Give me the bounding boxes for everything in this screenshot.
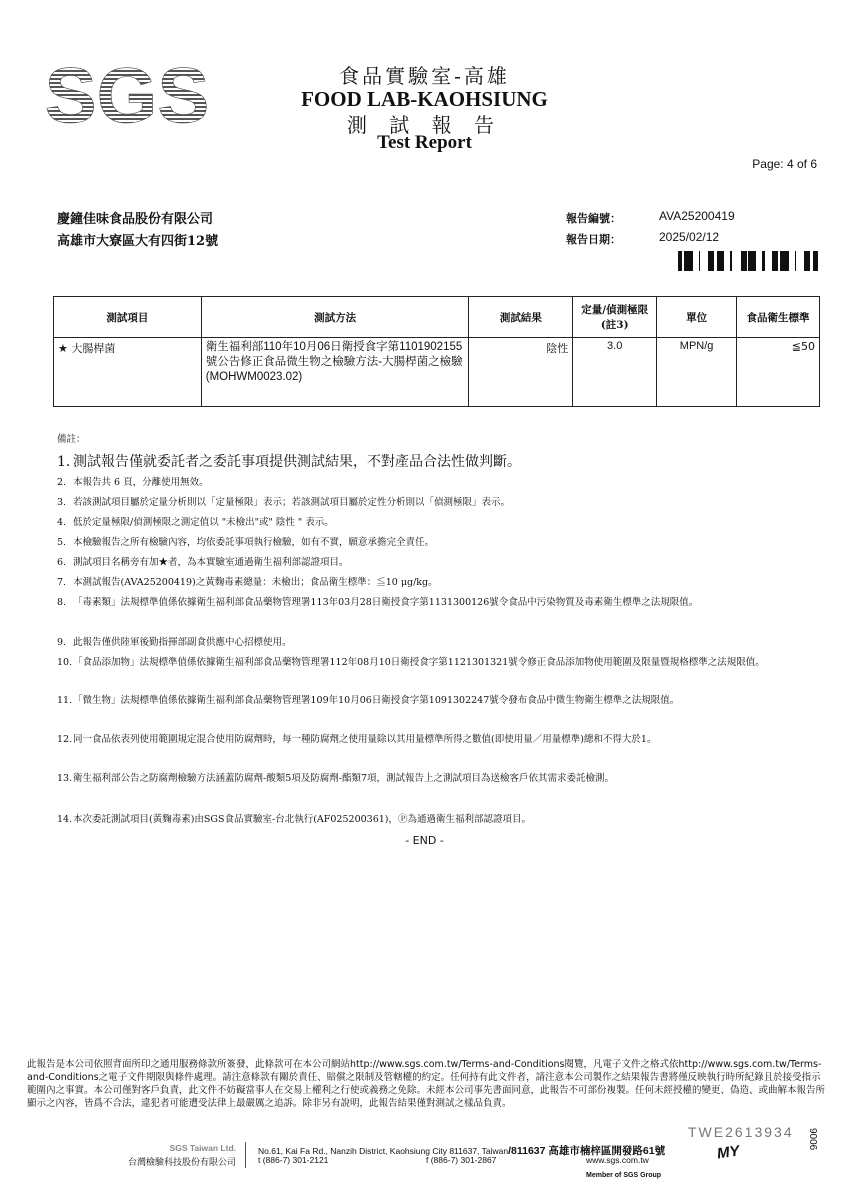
barcode-bar xyxy=(808,251,810,271)
cell-method: 衛生福利部110年10月06日衛授食字第1101902155號公告修正食品微生物之檢驗方法-大腸桿菌之檢驗(MOHWM0023.02) xyxy=(201,338,469,407)
barcode-bar xyxy=(783,251,784,271)
header-unit: 單位 xyxy=(657,297,737,338)
barcode-bar xyxy=(717,251,718,271)
client-address: 高雄市大寮區大有四街12號 xyxy=(57,234,219,249)
footer-fax: f (886-7) 301-2867 xyxy=(426,1155,497,1165)
barcode-bar xyxy=(813,251,814,271)
lab-title-en: FOOD LAB-KAOHSIUNG xyxy=(301,87,548,111)
barcode-bar xyxy=(744,251,747,271)
note-text: 同一食品依表列使用範圍規定混合使用防腐劑時，每一種防腐劑之使用量除以其用量標準所得之數值(即使用量／用量標準)總和不得大於1。 xyxy=(73,734,657,745)
footer-member: Member of SGS Group xyxy=(586,1172,662,1179)
note-number: 13. xyxy=(57,773,73,784)
barcode-bar xyxy=(816,251,818,271)
cell-item: ★ 大腸桿菌 xyxy=(54,338,202,407)
barcode-bar xyxy=(730,251,732,271)
footer-company-zh: 台灣檢驗科技股份有限公司 xyxy=(127,1158,236,1168)
note-number: 10. xyxy=(57,657,73,668)
barcode-bar xyxy=(708,251,711,271)
footer-address-en: No.61, Kai Fa Rd., Nanzih District, Kaohsiung City 811637, Taiwan xyxy=(258,1146,509,1156)
notes-title: 備註： xyxy=(57,434,86,445)
lab-title-zh: 食品實驗室-高雄 xyxy=(339,64,510,88)
barcode-bar xyxy=(814,251,816,271)
note-text: 測試項目名稱旁有加★者，為本實驗室通過衛生福利部認證項目。 xyxy=(73,557,349,568)
footer-website: www.sgs.com.tw xyxy=(586,1155,649,1165)
barcode-bar xyxy=(741,251,742,271)
note-number: 7. xyxy=(57,577,67,588)
note-number: 2. xyxy=(57,477,67,488)
barcode-bar xyxy=(684,251,687,271)
barcode-bar xyxy=(712,251,714,271)
report-date-label: 報告日期： xyxy=(566,233,621,246)
barcode-bar xyxy=(786,251,789,271)
barcode-bar xyxy=(688,251,690,271)
results-table xyxy=(53,296,820,407)
note-text: 「微生物」法規標準值係依據衛生福利部食品藥物管理署109年10月06日衛授食字第1091302247號令發布食品中微生物衛生標準之法規限值。 xyxy=(73,695,680,706)
note-text: 本測試報告(AVA25200419)之黃麴毒素總量：未檢出；食品衛生標準：≦10 μg/kg。 xyxy=(73,577,438,588)
note-number: 5. xyxy=(57,537,67,548)
barcode-bar xyxy=(795,251,796,271)
note-text: 「食品添加物」法規標準值係依據衛生福利部食品藥物管理署112年08月10日衛授食字第1121301321號令修正食品添加物使用範圍及限量暨規格標準之法規限值。 xyxy=(73,657,765,668)
disclaimer-text: 此報告是本公司依照背面所印之通用服務條款所簽發，此條款可在本公司網站http://www.sgs.com.tw/Terms-and-Conditions閱覽，凡電子文件之格式依http://www.sgs.com.tw/Terms-and-Conditions之電子文件期限與條件處理。請注意條款有關於責任、賠償之限制及管轄權的約定。任何持有此文件者，請注意本公司製作之結果報告書將僅反映執行時所紀錄且於接受指示範圍內之事實。本公司僅對客戶負責，此文件不妨礙當事人在交易上權利之行使或義務之免除。未經本公司事先書面同意，此報告不可部份複製。任何未經授權的變更、偽造、或曲解本報告所顯示之內容，皆爲不合法，違犯者可能遭受法律上最嚴厲之追訴。除非另有說明，此報告結果僅對測試之樣品負責。 xyxy=(27,1059,826,1109)
note-number: 4. xyxy=(57,517,67,528)
footer-address-zh: /811637 高雄市楠梓區開發路61號 xyxy=(508,1145,666,1157)
barcode-bar xyxy=(690,251,693,271)
note-number: 14. xyxy=(57,814,73,825)
barcode-bar xyxy=(762,251,765,271)
header-test-method: 測試方法 xyxy=(201,297,469,338)
barcode-bar xyxy=(807,251,808,271)
table-row xyxy=(54,338,820,407)
barcode-bar xyxy=(681,251,682,271)
barcode-bar xyxy=(804,251,807,271)
barcode-bar xyxy=(754,251,756,271)
report-number: AVA25200419 xyxy=(659,209,735,223)
report-number-label: 報告編號： xyxy=(566,212,621,225)
cell-standard: ≦50 xyxy=(737,338,820,407)
handwritten-initials: MY xyxy=(715,1142,741,1163)
barcode-bar xyxy=(723,251,724,271)
barcode-bar xyxy=(753,251,754,271)
barcode-bar xyxy=(718,251,720,271)
note-number: 11. xyxy=(57,695,73,706)
note-text: 測試報告僅就委託者之委託事項提供測試結果，不對產品合法性做判斷。 xyxy=(73,454,521,470)
header-standard: 食品衛生標準 xyxy=(737,297,820,338)
note-text: 本檢驗報告之所有檢驗內容，均依委託事項執行檢驗，如有不實，願意承擔完全責任。 xyxy=(73,537,435,548)
barcode-bar xyxy=(748,251,750,271)
end-marker: - END - xyxy=(405,834,444,847)
note-number: 3. xyxy=(57,497,67,508)
barcode xyxy=(678,251,818,271)
note-number: 9. xyxy=(57,637,67,648)
table-header-row xyxy=(54,297,820,338)
footer-divider xyxy=(245,1142,246,1168)
page-indicator: Page: 4 of 6 xyxy=(752,157,817,171)
report-title-en: Test Report xyxy=(377,132,472,153)
barcode-bar xyxy=(678,251,681,271)
barcode-bar xyxy=(750,251,753,271)
header-test-result: 測試結果 xyxy=(469,297,573,338)
barcode-bar xyxy=(772,251,774,271)
logo-text: SGS xyxy=(44,51,210,139)
barcode-bar xyxy=(687,251,688,271)
serial-number: TWE2613934 xyxy=(688,1124,794,1140)
header-test-item: 測試項目 xyxy=(54,297,202,338)
header-limit: 定量/偵測極限(註3) xyxy=(573,297,657,338)
barcode-bar xyxy=(774,251,777,271)
barcode-bar xyxy=(699,251,700,271)
note-number: 8. xyxy=(57,597,67,608)
note-number: 1. xyxy=(57,454,71,470)
note-text: 衛生福利部公告之防腐劑檢驗方法涵蓋防腐劑-酸類5項及防腐劑-酯類7項，測試報告上之測試項目為送檢客戶依其需求委託檢測。 xyxy=(73,773,615,784)
barcode-bar xyxy=(780,251,783,271)
report-date: 2025/02/12 xyxy=(659,230,720,244)
barcode-bar xyxy=(711,251,712,271)
note-text: 「毒素類」法規標準值係依據衛生福利部食品藥物管理署113年03月28日衛授食字第1131300126號令食品中污染物質及毒素衛生標準之法規限值。 xyxy=(73,597,699,608)
cell-limit: 3.0 xyxy=(573,338,657,407)
note-text: 低於定量極限/偵測極限之測定值以 "未檢出"或" 陰性 " 表示。 xyxy=(73,517,334,528)
cell-result: 陰性 xyxy=(469,338,573,407)
footer-tel: t (886-7) 301-2121 xyxy=(258,1155,329,1165)
barcode-bar xyxy=(777,251,778,271)
side-code: 9006 xyxy=(807,1128,818,1151)
barcode-bar xyxy=(784,251,786,271)
client-name: 慶鐘佳味食品股份有限公司 xyxy=(57,212,214,227)
note-text: 本次委託測試項目(黃麴毒素)由SGS食品實驗室-台北執行(AF025200361)，Ⓟ為通過衛生福利部認證項目。 xyxy=(73,814,531,825)
report-title-zh: 測 試 報 告 xyxy=(346,113,503,137)
note-number: 6. xyxy=(57,557,67,568)
footer-company-en: SGS Taiwan Ltd. xyxy=(169,1143,236,1153)
note-text: 若該測試項目屬於定量分析則以「定量極限」表示；若該測試項目屬於定性分析則以「偵測極限」表示。 xyxy=(73,497,511,508)
barcode-bar xyxy=(720,251,723,271)
cell-unit: MPN/g xyxy=(657,338,737,407)
barcode-bar xyxy=(742,251,744,271)
note-number: 12. xyxy=(57,734,73,745)
note-text: 此報告僅供陸軍後勤指揮部副食供應中心招標使用。 xyxy=(73,637,292,648)
note-text: 本報告共 6 頁，分離使用無效。 xyxy=(73,477,209,488)
